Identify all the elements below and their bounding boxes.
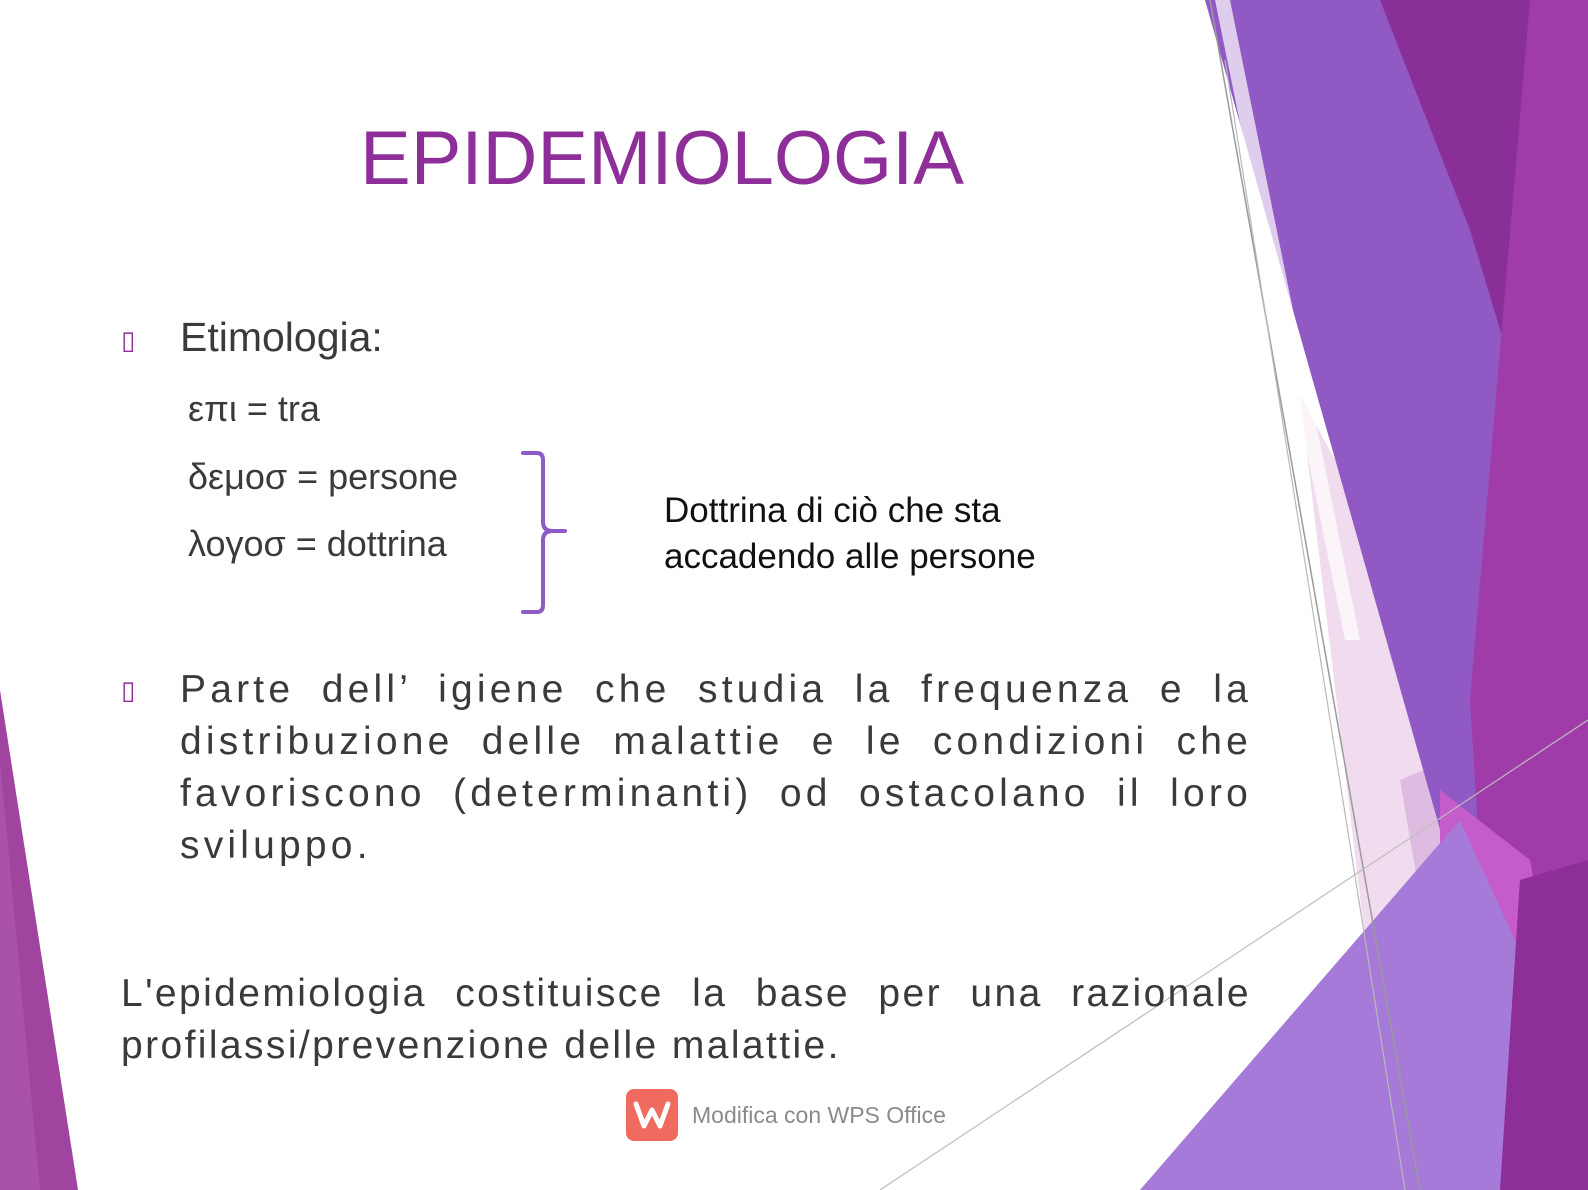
wps-edit-label: Modifica con WPS Office [692, 1101, 946, 1128]
right-brace-icon [515, 450, 575, 615]
definition-text: Parte dell’ igiene che studia la frequenza e la distribuzione delle malattie e le condizioni che favoriscono (determinanti) od ostacolano il loro sviluppo. [180, 668, 1252, 867]
slide-title: EPIDEMIOLOGIA [360, 116, 964, 201]
closing-text: L'epidemiologia costituisce la base per una razionale profilassi/prevenzione delle malattie. [121, 972, 1251, 1067]
etymology-summary-line: Dottrina di ciò che sta [664, 491, 1001, 530]
etymology-summary-line: accadendo alle persone [664, 537, 1036, 576]
etymology-item: λογοσ = dottrina [188, 523, 447, 564]
wps-edit-button[interactable] [626, 1088, 946, 1142]
bullet-icon: ▯ [121, 676, 136, 706]
etymology-heading: Etimologia: [180, 314, 383, 360]
etymology-summary [664, 488, 1036, 580]
etymology-item: επι = tra [188, 388, 320, 429]
bullet-icon: ▯ [121, 326, 136, 356]
wps-logo-icon [626, 1089, 678, 1141]
etymology-item: δεμοσ = persone [188, 456, 459, 497]
